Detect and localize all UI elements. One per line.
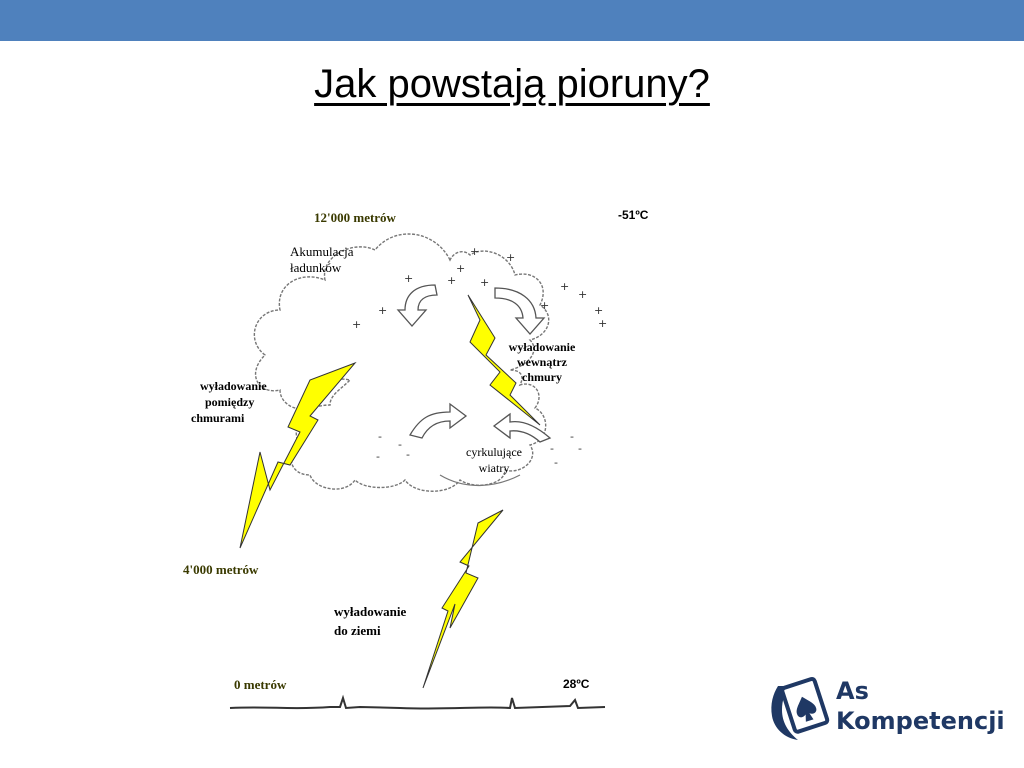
diagram-drawing: [150, 190, 670, 730]
svg-text:+: +: [506, 251, 516, 264]
ground-lightning-bolt: [423, 510, 503, 688]
svg-text:-: -: [376, 450, 380, 463]
ground-strike-label-line2: do ziemi: [334, 623, 381, 638]
winds-label-line2: wiatry: [478, 461, 510, 475]
svg-text:+: +: [540, 299, 550, 312]
lightning-diagram: [150, 190, 670, 730]
svg-text:-: -: [578, 442, 582, 455]
intercloud-label-line3: chmurami: [191, 411, 245, 425]
svg-text:+: +: [560, 280, 570, 293]
temperature-ground-label: 28ºC: [563, 677, 590, 691]
svg-text:-: -: [406, 448, 410, 461]
svg-text:-: -: [570, 430, 574, 443]
altitude-mid-label: 4'000 metrów: [183, 562, 259, 577]
logo-line2: Kompetencji: [836, 707, 1005, 735]
accumulation-label-line1: Akumulacja: [290, 244, 354, 259]
logo-line1: As: [836, 677, 869, 705]
svg-text:+: +: [352, 318, 362, 331]
top-accent-bar: [0, 0, 1024, 41]
altitude-ground-label: 0 metrów: [234, 677, 287, 692]
svg-text:-: -: [398, 438, 402, 451]
svg-text:-: -: [554, 456, 558, 469]
spade-card-emblem: [768, 672, 832, 744]
intracloud-label-line2: wewnątrz: [517, 355, 567, 369]
ground-strike-label-line1: wyładowanie: [334, 604, 407, 619]
as-kompetencji-logo: [768, 672, 1005, 744]
temperature-top-label: -51ºC: [618, 208, 649, 222]
svg-text:+: +: [578, 288, 588, 301]
svg-text:+: +: [447, 274, 457, 287]
intracloud-label-line3: chmury: [522, 370, 562, 384]
svg-text:+: +: [480, 276, 490, 289]
altitude-top-label: 12'000 metrów: [314, 210, 396, 225]
svg-text:+: +: [456, 262, 466, 275]
ground-line: [230, 698, 605, 709]
svg-text:+: +: [470, 245, 480, 258]
accumulation-label-line2: ładunków: [290, 260, 342, 275]
intercloud-label-line2: pomiędzy: [205, 395, 255, 409]
logo-wordmark: [836, 676, 1005, 736]
winds-label-line1: cyrkulujące: [466, 445, 522, 459]
svg-text:+: +: [378, 304, 388, 317]
intracloud-label-line1: wyładowanie: [508, 340, 576, 354]
slide-title: Jak powstają pioruny?: [314, 62, 710, 106]
svg-text:+: +: [598, 317, 608, 330]
svg-text:+: +: [404, 272, 414, 285]
intercloud-label-line1: wyładowanie: [200, 379, 267, 393]
svg-text:-: -: [378, 430, 382, 443]
svg-text:+: +: [594, 304, 604, 317]
svg-text:-: -: [550, 442, 554, 455]
